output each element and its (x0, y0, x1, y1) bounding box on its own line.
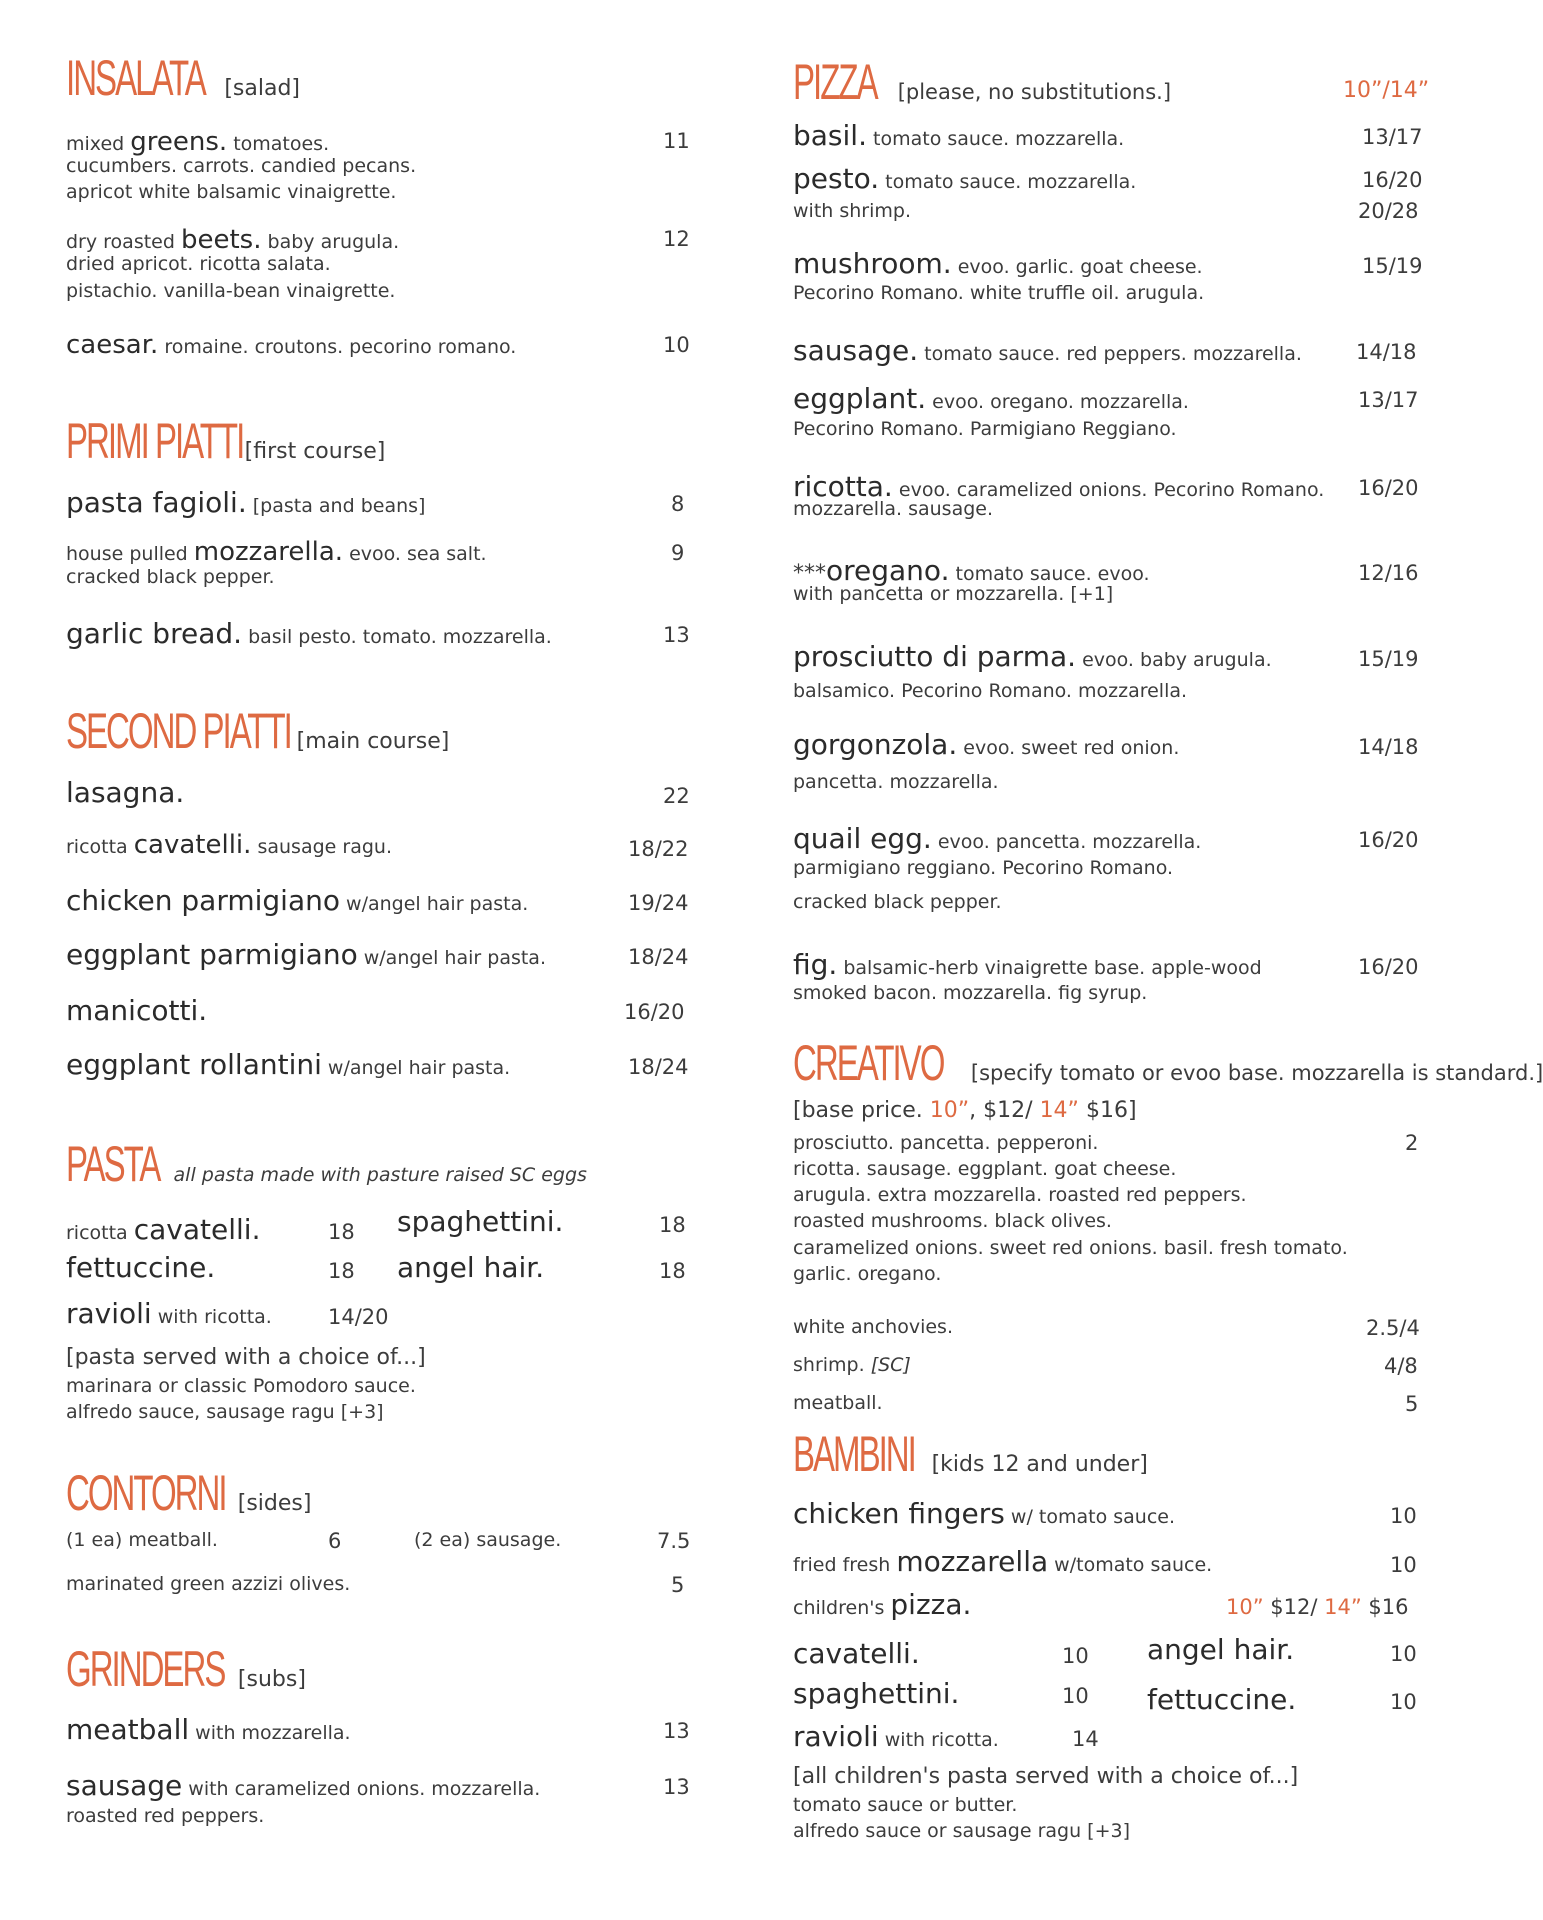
item-prefix: ricotta (66, 836, 134, 858)
bambini-heading (793, 1428, 1148, 1480)
item-price: 18/24 (628, 945, 689, 969)
item-price: 2.5/4 (1366, 1316, 1420, 1340)
item-name: eggplant rollantini (66, 1048, 322, 1081)
item-desc: cucumbers. carrots. candied pecans. (66, 155, 417, 177)
item-name: ravioli (793, 1720, 879, 1753)
menu-item (66, 1213, 260, 1246)
size-14: 14” (1324, 1595, 1362, 1619)
menu-item (66, 884, 528, 917)
item-price: 16/20 (1358, 955, 1419, 979)
item-desc: with ricotta. (878, 1729, 999, 1751)
primi-heading (66, 415, 385, 467)
section-title: PRIMI PIATTI (66, 413, 244, 469)
item-price: 13/17 (1358, 388, 1419, 412)
item-price: 18 (659, 1259, 686, 1283)
item-name: sausage (66, 1769, 183, 1802)
item-price: 10 (1390, 1553, 1417, 1577)
item-name: pesto. (793, 162, 880, 195)
section-note: [kids 12 and under] (931, 1452, 1148, 1477)
section-note: [first course] (244, 439, 386, 464)
pizza-heading (793, 56, 1171, 108)
item-desc: evoo. garlic. goat cheese. (951, 256, 1203, 278)
pizza-sizes: 10”/14” (1343, 78, 1430, 103)
item-price: 6 (328, 1529, 342, 1553)
item-price: 14/20 (328, 1305, 389, 1329)
item-desc: with caramelized onions. mozzarella. (182, 1778, 541, 1800)
item-desc: romaine. croutons. pecorino romano. (158, 336, 517, 358)
choice-note: marinara or classic Pomodoro sauce. (66, 1375, 416, 1397)
item-desc: evoo. oregano. mozzarella. (926, 391, 1189, 413)
section-note: [main course] (296, 729, 450, 754)
menu-item (66, 1713, 351, 1746)
item-name: prosciutto di parma. (793, 640, 1077, 673)
choice-note: alfredo sauce, sausage ragu [+3] (66, 1401, 384, 1423)
item-name: fettuccine. (66, 1251, 216, 1284)
item-desc: evoo. pancetta. mozzarella. (931, 831, 1202, 853)
item-price: 22 (663, 784, 690, 808)
grinders-heading (66, 1643, 306, 1695)
menu-item (66, 830, 392, 860)
item-price: 5 (1405, 1392, 1419, 1416)
item-name: garlic bread. (66, 617, 243, 650)
section-note: [subs] (237, 1667, 306, 1692)
item-desc: w/angel hair pasta. (321, 1057, 511, 1079)
item-name: chicken parmigiano (66, 884, 340, 917)
item-price: 4/8 (1384, 1354, 1418, 1378)
item-desc: tomato sauce. mozzarella. (879, 171, 1137, 193)
item-name: mushroom. (793, 247, 952, 280)
menu-item (793, 1497, 1175, 1530)
item-desc: sausage ragu. (251, 836, 392, 858)
item-prefix: house pulled (66, 543, 194, 565)
item-name: white anchovies. (793, 1316, 953, 1338)
section-title: SECOND PIATTI (66, 703, 291, 759)
price-text: $12/ (1263, 1595, 1325, 1619)
base-text: [base price. (793, 1098, 930, 1123)
item-name: ricotta. (793, 470, 893, 503)
section-title: GRINDERS (66, 1641, 225, 1697)
menu-item (793, 1354, 911, 1376)
topping-line: arugula. extra mozzarella. roasted red peppers. (793, 1184, 1247, 1206)
menu-item (793, 822, 1201, 855)
item-price: 10 (1390, 1504, 1417, 1528)
item-name: shrimp. (793, 1354, 871, 1376)
item-name: eggplant parmigiano (66, 938, 358, 971)
menu-item (793, 334, 1302, 367)
item-desc: dried apricot. ricotta salata. (66, 253, 331, 275)
item-price: 13 (663, 623, 690, 647)
item-prefix: ricotta (66, 1222, 134, 1244)
menu-item (793, 119, 1124, 152)
item-desc: w/tomato sauce. (1048, 1554, 1213, 1576)
item-name: mozzarella (896, 1545, 1049, 1578)
menu-item (66, 330, 516, 360)
section-title: CONTORNI (66, 1465, 226, 1521)
item-desc: w/ tomato sauce. (1004, 1506, 1176, 1528)
item-name: chicken fingers (793, 1497, 1005, 1530)
item-desc: with mozzarella. (189, 1722, 351, 1744)
item-price: 18/24 (628, 1055, 689, 1079)
item-desc: parmigiano reggiano. Pecorino Romano. (793, 857, 1174, 879)
item-price: 19/24 (628, 891, 689, 915)
item-price: 18 (328, 1220, 355, 1244)
item-name: angel hair. (397, 1251, 545, 1284)
item-price: 2 (1405, 1131, 1419, 1155)
item-price: 11 (663, 129, 690, 153)
item-name: oregano. (826, 554, 950, 587)
item-price: 14 (1072, 1727, 1099, 1751)
item-desc: tomatoes. (227, 133, 330, 155)
item-name: sausage. (793, 334, 919, 367)
item-price: 16/20 (1358, 476, 1419, 500)
item-name: pasta fagioli. (66, 486, 247, 519)
menu-item (66, 1048, 510, 1081)
item-price: 16/20 (624, 1000, 685, 1024)
section-title: INSALATA (66, 50, 205, 106)
base-text: , $12/ (969, 1098, 1040, 1123)
item-name: caesar. (66, 330, 159, 360)
item-price: 10 (1390, 1642, 1417, 1666)
item-desc: tomato sauce. red peppers. mozzarella. (918, 343, 1302, 365)
section-note: [salad] (224, 76, 300, 101)
item-prefix: children's (793, 1597, 891, 1619)
section-note: [specify tomato or evoo base. mozzarella is standard.] (970, 1061, 1543, 1085)
second-heading (66, 705, 449, 757)
item-price: 18/22 (628, 837, 689, 861)
item-name: spaghettini. (793, 1677, 960, 1710)
item-price: 10 (1062, 1684, 1089, 1708)
item-name: basil. (793, 119, 867, 152)
menu-item (793, 728, 1179, 761)
menu-item (66, 225, 399, 255)
menu-item (793, 1545, 1212, 1578)
creativo-base-price (793, 1098, 1137, 1123)
children-pizza-price (1226, 1595, 1409, 1619)
topping-line: roasted mushrooms. black olives. (793, 1210, 1112, 1232)
size-10: 10” (1226, 1595, 1264, 1619)
item-prefix: fried fresh (793, 1554, 897, 1576)
menu-item (793, 382, 1189, 415)
item-price: 18 (328, 1259, 355, 1283)
item-desc: with pancetta or mozzarella. [+1] (793, 583, 1114, 605)
item-desc: smoked bacon. mozzarella. fig syrup. (793, 982, 1148, 1004)
item-price: 10 (663, 333, 690, 357)
item-price: 13/17 (1362, 125, 1423, 149)
item-desc: Pecorino Romano. white truffle oil. arugula. (793, 282, 1205, 304)
item-desc: cracked black pepper. (66, 566, 275, 588)
item-desc: pancetta. mozzarella. (793, 771, 999, 793)
item-name: fig. (793, 948, 838, 981)
item-desc: [pasta and beans] (246, 495, 426, 517)
item-desc: balsamico. Pecorino Romano. mozzarella. (793, 680, 1188, 702)
section-note: [sides] (237, 1491, 312, 1516)
item-price: 5 (671, 1573, 685, 1597)
item-price: 7.5 (657, 1529, 691, 1553)
item-price: 16/20 (1362, 168, 1423, 192)
item-prefix: mixed (66, 133, 131, 155)
item-name: (1 ea) meatball. (66, 1529, 218, 1551)
item-name: meatball. (793, 1392, 883, 1414)
item-desc: evoo. baby arugula. (1076, 649, 1272, 671)
choice-note: [pasta served with a choice of...] (66, 1345, 426, 1370)
menu-item (66, 127, 329, 157)
creativo-heading (793, 1037, 1543, 1089)
item-price: 16/20 (1358, 828, 1419, 852)
item-desc: balsamic-herb vinaigrette base. apple-wood (837, 957, 1262, 979)
item-desc: w/angel hair pasta. (357, 947, 546, 969)
item-desc: tomato sauce. mozzarella. (866, 128, 1125, 150)
section-note: [please, no substitutions.] (897, 80, 1172, 104)
item-name: greens. (130, 127, 228, 157)
pasta-heading (66, 1138, 587, 1190)
item-price: 10 (1062, 1644, 1089, 1668)
item-name: eggplant. (793, 382, 927, 415)
item-desc: with shrimp. (793, 200, 911, 222)
choice-note: [all children's pasta served with a choice of...] (793, 1764, 1299, 1789)
menu-item (66, 938, 546, 971)
item-name: (2 ea) sausage. (414, 1529, 562, 1551)
menu-item (793, 247, 1203, 280)
insalata-heading (66, 52, 300, 104)
item-prefix: dry roasted (66, 231, 181, 253)
item-name: mozzarella. (193, 537, 344, 567)
item-name: cavatelli. (133, 830, 252, 860)
item-desc: tomato sauce. evoo. (949, 563, 1150, 585)
item-name: gorgonzola. (793, 728, 958, 761)
item-prefix: *** (793, 561, 826, 586)
item-price: 15/19 (1362, 254, 1423, 278)
item-desc: Pecorino Romano. Parmigiano Reggiano. (793, 418, 1177, 440)
item-desc: with ricotta. (151, 1306, 272, 1328)
item-price: 8 (671, 492, 685, 516)
item-name: ravioli (66, 1297, 152, 1330)
topping-line: prosciutto. pancetta. pepperoni. (793, 1132, 1099, 1154)
item-name: spaghettini. (397, 1205, 564, 1238)
item-desc: cracked black pepper. (793, 891, 1002, 913)
item-price: 12 (663, 227, 690, 251)
item-price: 12/16 (1358, 561, 1419, 585)
contorni-heading (66, 1467, 311, 1519)
item-price: 14/18 (1356, 340, 1417, 364)
item-price: 15/19 (1358, 647, 1419, 671)
item-price: 14/18 (1358, 735, 1419, 759)
item-price: 13 (663, 1719, 690, 1743)
section-title: CREATIVO (793, 1035, 944, 1091)
menu-item (66, 1769, 540, 1802)
item-name: cavatelli. (133, 1213, 261, 1246)
menu-item (66, 486, 425, 519)
menu-item (66, 617, 552, 650)
item-name: pizza. (890, 1588, 972, 1621)
item-name: meatball (66, 1713, 190, 1746)
item-name: quail egg. (793, 822, 932, 855)
section-title: PASTA (66, 1136, 160, 1192)
item-desc: pistachio. vanilla-bean vinaigrette. (66, 280, 396, 302)
item-price: 9 (671, 541, 685, 565)
menu-item (793, 640, 1272, 673)
item-price: 18 (659, 1213, 686, 1237)
section-note: all pasta made with pasture raised SC eggs (173, 1164, 587, 1186)
item-desc: mozzarella. sausage. (793, 498, 994, 520)
item-desc: roasted red peppers. (66, 1805, 265, 1827)
item-name: angel hair. (1147, 1633, 1295, 1666)
item-name: marinated green azzizi olives. (66, 1573, 351, 1595)
item-desc: baby arugula. (261, 231, 400, 253)
size-10: 10” (929, 1098, 970, 1123)
item-price: 13 (663, 1775, 690, 1799)
item-desc: basil pesto. tomato. mozzarella. (242, 626, 552, 648)
item-desc: evoo. sweet red onion. (957, 737, 1180, 759)
menu-item (793, 1588, 971, 1621)
item-price: 20/28 (1358, 199, 1419, 223)
section-title: PIZZA (793, 54, 877, 110)
item-desc: evoo. caramelized onions. Pecorino Romano. (892, 479, 1325, 501)
menu-item (66, 537, 487, 567)
item-name: lasagna. (66, 776, 185, 809)
menu-item (793, 162, 1136, 195)
item-desc: evoo. sea salt. (343, 543, 487, 565)
topping-line: caramelized onions. sweet red onions. basil. fresh tomato. (793, 1237, 1348, 1259)
topping-line: ricotta. sausage. eggplant. goat cheese. (793, 1158, 1177, 1180)
topping-line: garlic. oregano. (793, 1263, 942, 1285)
choice-note: alfredo sauce or sausage ragu [+3] (793, 1820, 1130, 1842)
item-name: beets. (180, 225, 262, 255)
section-title: BAMBINI (793, 1426, 915, 1482)
item-name: fettuccine. (1147, 1683, 1297, 1716)
item-desc: w/angel hair pasta. (340, 893, 529, 915)
base-text: $16] (1078, 1098, 1137, 1123)
menu-item (793, 1720, 999, 1753)
menu-item (793, 948, 1262, 981)
size-14: 14” (1039, 1098, 1079, 1123)
price-text: $16 (1361, 1595, 1409, 1619)
item-name: cavatelli. (793, 1637, 920, 1670)
menu-item (66, 1297, 272, 1330)
item-name: manicotti. (66, 994, 208, 1027)
sc-note: [SC] (870, 1354, 911, 1376)
item-desc: apricot white balsamic vinaigrette. (66, 181, 397, 203)
choice-note: tomato sauce or butter. (793, 1794, 1018, 1816)
item-price: 10 (1390, 1690, 1417, 1714)
